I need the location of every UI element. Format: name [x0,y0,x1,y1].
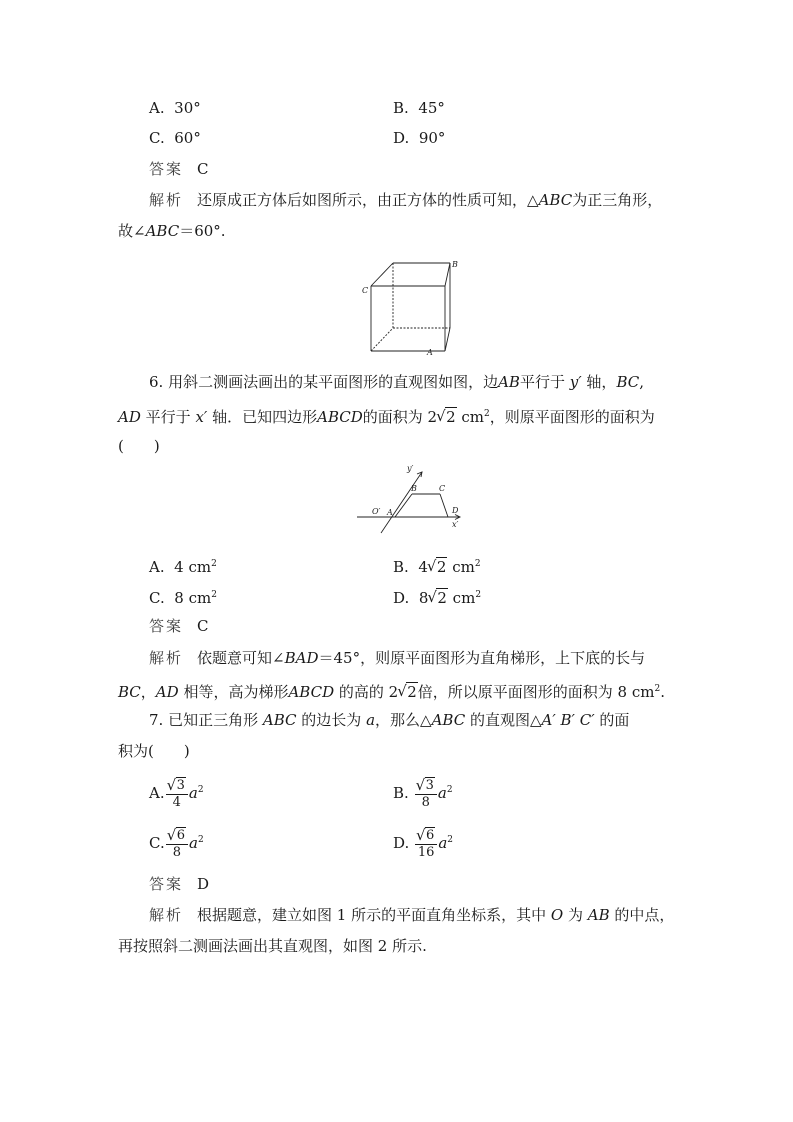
trap-label-c: C [439,484,446,493]
q6-stem-line1: 6. 用斜二测画法画出的某平面图形的直观图如图，边AB平行于 y′ 轴，BC, [149,373,644,391]
cube-figure [360,258,470,358]
q5-analysis-line2: 故∠ABC＝60°. [118,222,226,240]
q7-option-b: B. √ $\frac{3}{8}$ $a^2$ [393,772,453,811]
cube-label-a: A [427,348,433,357]
q7-option-c: C. √ $\frac{6}{8}$ $a^2$ [149,822,204,861]
trap-label-a: A [387,508,393,517]
q5-option-c: C. 60° [149,129,201,147]
q7-option-d: D. √ $\frac{6}{16}$ $a^2$ [393,822,453,861]
q5-answer: 答案 C [149,160,209,178]
trapezoid-figure [355,465,470,535]
q6-stem-line2: AD 平行于 x′ 轴．已知四边形ABCD的面积为 2√ 2 $cm^2$，则原平面图形的面积为 [118,404,655,427]
trap-label-x: x′ [452,520,459,529]
trap-label-o: O′ [372,507,381,516]
q5-option-b: B. 45° [393,99,445,117]
trap-label-y: y′ [407,464,414,473]
q7-analysis-line1: 解析 根据题意，建立如图 1 所示的平面直角坐标系，其中 O 为 AB 的中点， [149,906,675,924]
q7-stem-line2: 积为( ) [118,742,190,760]
q6-option-d: D. 8√ 2 $cm^2$ [393,585,481,608]
cube-label-c: C [362,286,369,295]
q5-analysis-line1: 解析 还原成正方体后如图所示，由正方体的性质可知，△ABC为正三角形， [149,191,663,209]
q6-stem-line3: ( ) [118,437,160,455]
trap-label-d: D [452,506,459,515]
q5-option-a: A. 30° [149,99,201,117]
q5-option-d: D. 90° [393,129,446,147]
q6-option-a: A. 4 $cm^2$ [149,558,217,576]
q6-option-b: B. 4√ 2 $cm^2$ [393,554,481,577]
q6-analysis-line2: BC，AD 相等，高为梯形ABCD 的高的 2√ 2倍，所以原平面图形的面积为 8 $cm^2$. [118,679,665,702]
q6-answer: 答案 C [149,617,209,635]
trap-label-b: B [411,484,417,493]
q6-option-c: C. 8 $cm^2$ [149,589,217,607]
q7-analysis-line2: 再按照斜二测画法画出其直观图，如图 2 所示. [118,937,427,955]
q6-analysis-line1: 解析 依题意可知∠BAD＝45°，则原平面图形为直角梯形，上下底的长与 [149,649,646,667]
q7-answer: 答案 D [149,875,210,893]
q7-stem-line1: 7. 已知正三角形 ABC 的边长为 a，那么△ABC 的直观图△A′ B′ C′ 的面 [149,711,630,729]
cube-label-b: B [452,260,458,269]
q7-option-a: A. √ $\frac{3}{4}$ $a^2$ [149,772,204,811]
